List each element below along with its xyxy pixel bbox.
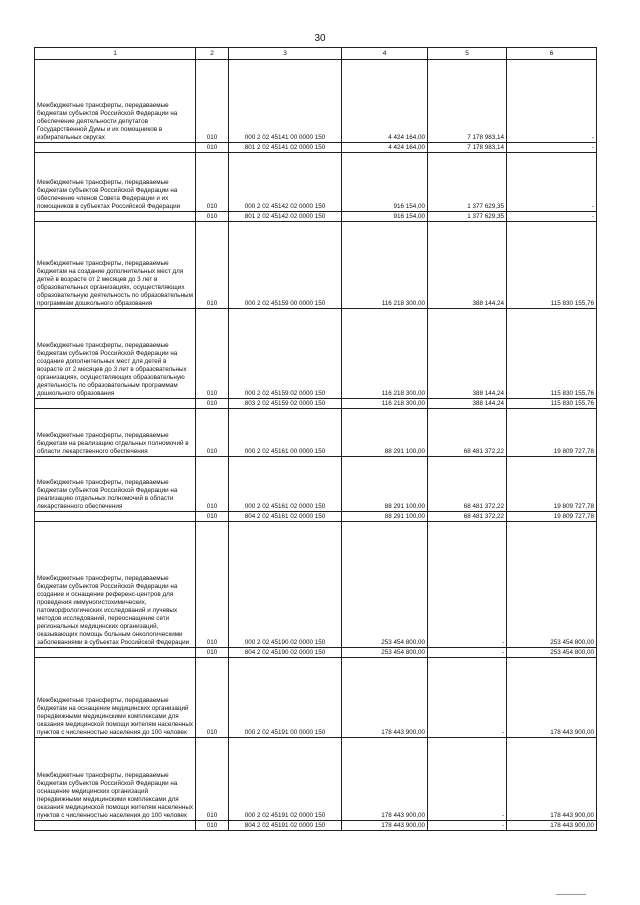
row-unexecuted: - (507, 153, 597, 212)
row-name (35, 143, 196, 153)
row-name: Межбюджетные трансферты, передаваемые бюджетам субъектов Российской Федерации на обеспечение членов Совета Федерации и их помощников в субъектах Российской Федерации (35, 153, 196, 212)
row-approved: 178 443 900,00 (342, 821, 428, 831)
page-number: 30 (314, 33, 326, 44)
row-name: Межбюджетные трансферты, передаваемые бюджетам субъектов Российской Федерации на реализацию отдельных полномочий в области лекарственного обеспечения (35, 457, 196, 512)
row-executed: 7 178 983,14 (428, 143, 507, 153)
row-budget-code: 000 2 02 45142 02 0000 150 (229, 153, 342, 212)
row-approved: 253 454 800,00 (342, 522, 428, 648)
row-unexecuted: 19 809 727,78 (507, 457, 597, 512)
row-line-code: 010 (196, 658, 229, 738)
row-unexecuted: - (507, 143, 597, 153)
row-unexecuted: - (507, 60, 597, 143)
row-approved: 178 443 900,00 (342, 738, 428, 821)
row-name: Межбюджетные трансферты, передаваемые бюджетам субъектов Российской Федерации на обеспечение деятельности депутатов Государственной Думы и их помощников в избирательных округах (35, 60, 196, 143)
row-line-code: 010 (196, 648, 229, 658)
row-executed: 1 377 629,35 (428, 212, 507, 222)
row-name (35, 821, 196, 831)
row-budget-code: 801 2 02 45142 02 0000 150 (229, 212, 342, 222)
scan-mark (556, 894, 586, 895)
column-header: 6 (507, 48, 597, 60)
row-name (35, 399, 196, 409)
budget-table (34, 47, 597, 831)
row-executed: 388 144,24 (428, 222, 507, 309)
row-approved: 88 291 100,00 (342, 512, 428, 522)
row-unexecuted: 178 443 900,00 (507, 658, 597, 738)
row-line-code: 010 (196, 738, 229, 821)
column-header: 1 (35, 48, 196, 60)
row-line-code: 010 (196, 457, 229, 512)
row-line-code: 010 (196, 409, 229, 457)
row-budget-code: 000 2 02 45141 00 0000 150 (229, 60, 342, 143)
table-row (35, 522, 597, 648)
row-unexecuted: 19 809 727,78 (507, 512, 597, 522)
table-header-row (35, 48, 597, 60)
table-row (35, 658, 597, 738)
row-approved: 178 443 900,00 (342, 658, 428, 738)
row-line-code: 010 (196, 143, 229, 153)
row-line-code: 010 (196, 222, 229, 309)
row-name: Межбюджетные трансферты, передаваемые бюджетам на оснащение медицинских организаций передвижными медицинскими комплексами для оказания медицинской помощи жителям населенных пунктов с численностью населения до 100 человек (35, 658, 196, 738)
row-approved: 4 424 164,00 (342, 143, 428, 153)
table-row (35, 738, 597, 821)
row-unexecuted: 178 443 900,00 (507, 738, 597, 821)
row-unexecuted: 253 454 800,00 (507, 648, 597, 658)
row-executed: - (428, 821, 507, 831)
row-executed: 68 481 372,22 (428, 409, 507, 457)
table-row (35, 512, 597, 522)
table-row (35, 153, 597, 212)
row-name: Межбюджетные трансферты, передаваемые бюджетам на реализацию отдельных полномочий в области лекарственного обеспечения (35, 409, 196, 457)
row-approved: 916 154,00 (342, 212, 428, 222)
row-name: Межбюджетные трансферты, передаваемые бюджетам субъектов Российской Федерации на создание дополнительных мест для детей в возрасте от 2 месяцев до 3 лет в образовательных организациях, осуществляющих образовательную деятельность по образовательным программам дошкольного образования (35, 309, 196, 399)
row-unexecuted: 253 454 800,00 (507, 522, 597, 648)
row-budget-code: 801 2 02 45141 02 0000 150 (229, 143, 342, 153)
row-approved: 916 154,00 (342, 153, 428, 212)
row-budget-code: 000 2 02 45159 00 0000 150 (229, 222, 342, 309)
table-row (35, 60, 597, 143)
row-line-code: 010 (196, 309, 229, 399)
table-row (35, 399, 597, 409)
table-row (35, 222, 597, 309)
row-name: Межбюджетные трансферты, передаваемые бюджетам субъектов Российской Федерации на оснащение медицинских организаций передвижными медицинскими комплексами для оказания медицинской помощи жителям населенных пунктов с численностью населения до 100 человек (35, 738, 196, 821)
row-line-code: 010 (196, 522, 229, 648)
row-budget-code: 804 2 02 45161 02 0000 150 (229, 512, 342, 522)
row-executed: 68 481 372,22 (428, 512, 507, 522)
row-name: Межбюджетные трансферты, передаваемые бюджетам субъектов Российской Федерации на создание и оснащение референс-центров для проведения иммуногистохимических, патоморфологических исследований и лучевых методов исследований, переоснащение сети региональных медицинских организаций, оказывающих помощь больным онкологическими заболеваниями в субъектах Российской Федерации (35, 522, 196, 648)
row-unexecuted: 115 830 155,76 (507, 309, 597, 399)
row-unexecuted: 115 830 155,76 (507, 222, 597, 309)
table-row (35, 212, 597, 222)
row-executed: 68 481 372,22 (428, 457, 507, 512)
row-budget-code: 000 2 02 45190 02 0000 150 (229, 522, 342, 648)
row-budget-code: 000 2 02 45191 02 0000 150 (229, 738, 342, 821)
row-approved: 116 218 300,00 (342, 222, 428, 309)
column-header: 5 (428, 48, 507, 60)
row-budget-code: 804 2 02 45191 02 0000 150 (229, 821, 342, 831)
row-line-code: 010 (196, 212, 229, 222)
row-line-code: 010 (196, 399, 229, 409)
row-executed: - (428, 738, 507, 821)
table-row (35, 821, 597, 831)
table-row (35, 648, 597, 658)
row-name (35, 212, 196, 222)
row-name: Межбюджетные трансферты, передаваемые бюджетам на создание дополнительных мест для детей в возрасте от 2 месяцев до 3 лет в образовательных организациях, осуществляющих образовательную деятельность по образовательным программам дошкольного образования (35, 222, 196, 309)
row-approved: 88 291 100,00 (342, 409, 428, 457)
row-name (35, 648, 196, 658)
row-approved: 253 454 800,00 (342, 648, 428, 658)
corner-mark: · (551, 20, 553, 26)
row-executed: 1 377 629,35 (428, 153, 507, 212)
row-line-code: 010 (196, 153, 229, 212)
row-line-code: 010 (196, 821, 229, 831)
row-line-code: 010 (196, 60, 229, 143)
row-executed: 7 178 983,14 (428, 60, 507, 143)
row-budget-code: 000 2 02 45161 02 0000 150 (229, 457, 342, 512)
row-unexecuted: - (507, 212, 597, 222)
row-approved: 116 218 300,00 (342, 309, 428, 399)
row-executed: - (428, 522, 507, 648)
table-row (35, 457, 597, 512)
row-approved: 88 291 100,00 (342, 457, 428, 512)
row-approved: 116 218 300,00 (342, 399, 428, 409)
column-header: 3 (229, 48, 342, 60)
row-executed: - (428, 658, 507, 738)
row-executed: 388 144,24 (428, 309, 507, 399)
row-unexecuted: 115 830 155,76 (507, 399, 597, 409)
column-header: 4 (342, 48, 428, 60)
column-header: 2 (196, 48, 229, 60)
row-line-code: 010 (196, 512, 229, 522)
row-budget-code: 000 2 02 45159 02 0000 150 (229, 309, 342, 399)
table-row (35, 143, 597, 153)
row-executed: 388 144,24 (428, 399, 507, 409)
row-budget-code: 000 2 02 45191 00 0000 150 (229, 658, 342, 738)
row-unexecuted: 19 809 727,78 (507, 409, 597, 457)
row-budget-code: 000 2 02 45161 00 0000 150 (229, 409, 342, 457)
row-name (35, 512, 196, 522)
row-executed: - (428, 648, 507, 658)
row-unexecuted: 178 443 900,00 (507, 821, 597, 831)
row-budget-code: 804 2 02 45190 02 0000 150 (229, 648, 342, 658)
row-budget-code: 803 2 02 45159 02 0000 150 (229, 399, 342, 409)
table-row (35, 409, 597, 457)
row-approved: 4 424 164,00 (342, 60, 428, 143)
table-row (35, 309, 597, 399)
